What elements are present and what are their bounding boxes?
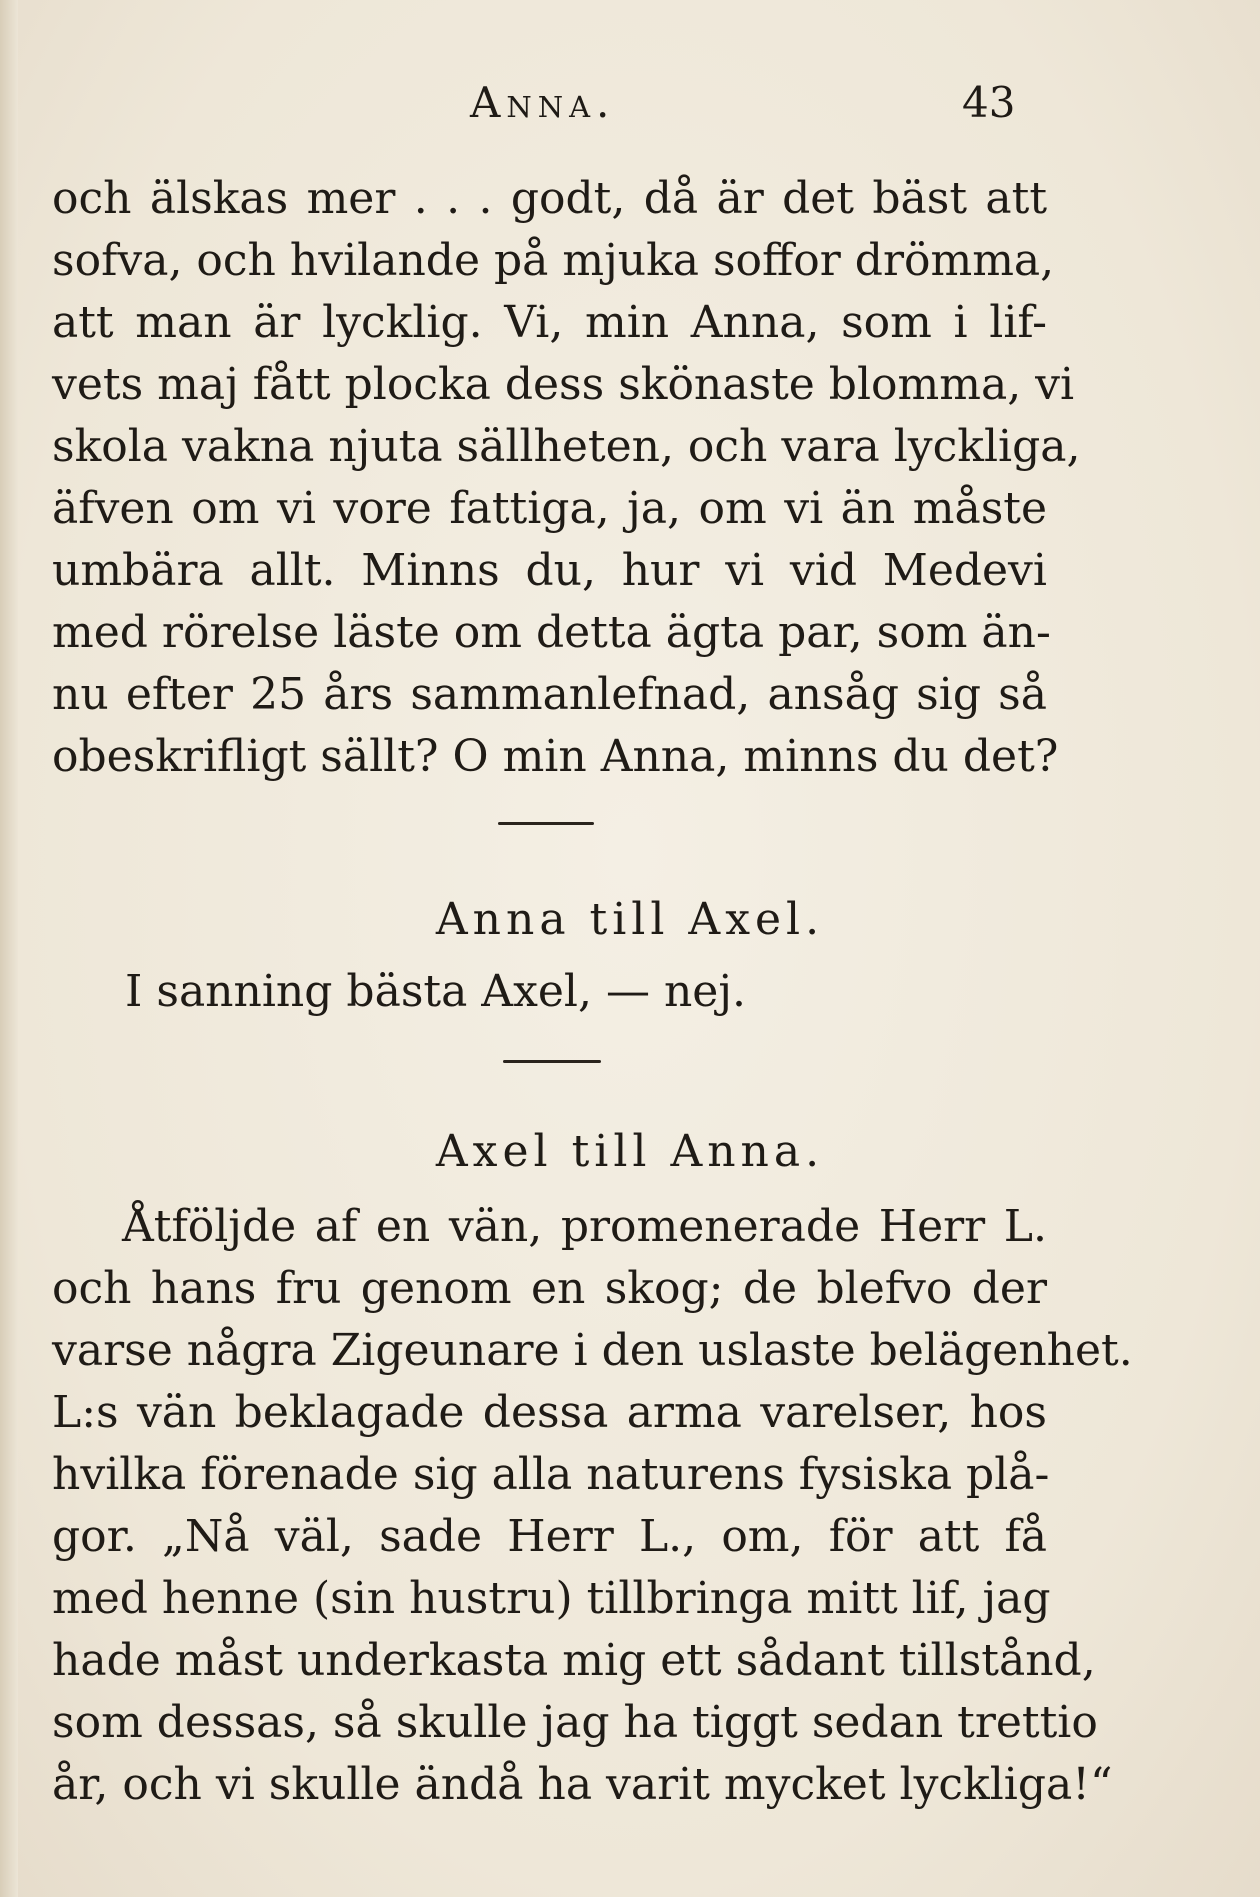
text-line: med rörelse läste om detta ägta par, som än- (52, 607, 1051, 658)
text-line: år, och vi skulle ändå ha varit mycket lyckliga!“ (52, 1759, 1113, 1810)
text-line: att man är lycklig. Vi, min Anna, som i lif- (52, 297, 1047, 348)
text-line: hvilka förenade sig alla naturens fysiska plå- (52, 1449, 1050, 1500)
text-line: hade måst underkasta mig ett sådant tillstånd, (52, 1635, 1096, 1686)
page-number: 43 (962, 78, 1016, 127)
section-divider (503, 1060, 601, 1063)
page-header (0, 78, 1260, 138)
text-line: vets maj fått plocka dess skönaste blomma, vi (52, 359, 1075, 410)
text-line: obeskrifligt sällt? O min Anna, minns du det? (52, 731, 1059, 782)
running-head: Anna. (470, 78, 616, 127)
text-line: nu efter 25 års sammanlefnad, ansåg sig så (52, 669, 1047, 720)
text-line: umbära allt. Minns du, hur vi vid Medevi (52, 545, 1047, 596)
letter-text-anna: I sanning bästa Axel, — nej. (125, 966, 746, 1017)
letter-heading-axel-till-anna: Axel till Anna. (435, 1126, 825, 1177)
text-line: Åtföljde af en vän, promenerade Herr L. (122, 1201, 1047, 1252)
paragraph-2 (52, 1196, 1133, 1816)
section-divider (498, 822, 594, 825)
text-line: gor. „Nå väl, sade Herr L., om, för att få (52, 1511, 1047, 1562)
letter-heading-anna-till-axel: Anna till Axel. (435, 894, 825, 945)
paragraph-1 (52, 168, 1081, 788)
text-line: L:s vän beklagade dessa arma varelser, hos (52, 1387, 1047, 1438)
text-line: med henne (sin hustru) tillbringa mitt lif, jag (52, 1573, 1051, 1624)
text-line: som dessas, så skulle jag ha tiggt sedan trettio (52, 1697, 1098, 1748)
text-line: varse några Zigeunare i den uslaste belägenhet. (52, 1325, 1133, 1376)
text-line: och älskas mer . . . godt, då är det bäst att (52, 173, 1047, 224)
text-line: och hans fru genom en skog; de blefvo der (52, 1263, 1047, 1314)
text-line: sofva, och hvilande på mjuka soffor drömma, (52, 235, 1055, 286)
text-line: äfven om vi vore fattiga, ja, om vi än måste (52, 483, 1047, 534)
page-gutter (0, 0, 18, 1897)
text-line: skola vakna njuta sällheten, och vara lyckliga, (52, 421, 1081, 472)
